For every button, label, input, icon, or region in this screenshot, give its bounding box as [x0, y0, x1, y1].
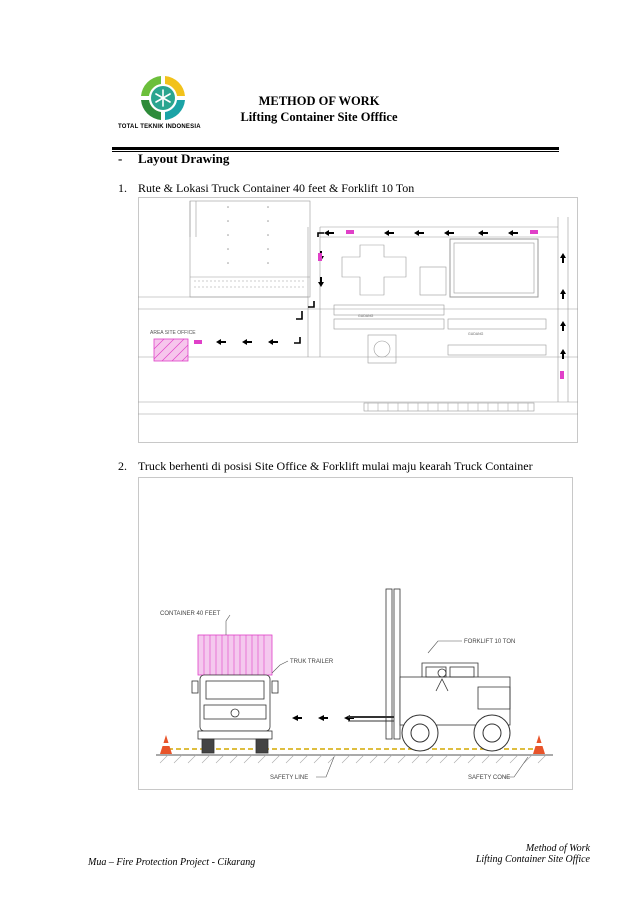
truck-forklift-drawing	[138, 477, 573, 790]
title-line-2: Lifting Container Site Offfice	[240, 110, 398, 124]
footer-right-line-2: Lifting Container Site Office	[475, 854, 590, 865]
company-logo	[118, 70, 208, 132]
title-line-1: METHOD OF WORK	[258, 94, 380, 108]
footer-right	[380, 843, 590, 865]
footer-right-line-1: Method of Work	[525, 843, 590, 854]
area-site-office-label: AREA SITE OFFICE	[150, 330, 196, 336]
site-layout-drawing	[138, 197, 578, 443]
safety-line-label: SAFETY LINE	[270, 775, 309, 781]
document-title	[200, 93, 438, 125]
safety-cone-label: SAFETY CONE	[468, 775, 511, 781]
container-label: CONTAINER 40 FEET	[160, 611, 221, 617]
item-1-text: Rute & Lokasi Truck Container 40 feet & Forklift 10 Ton	[138, 181, 415, 195]
header-rule-thick	[112, 147, 559, 150]
item-2-number: 2.	[118, 459, 127, 473]
forklift-label: FORKLIFT 10 TON	[464, 639, 516, 645]
section-bullet: -	[118, 151, 123, 166]
footer-left: Mua – Fire Protection Project - Cikarang	[88, 857, 256, 868]
trailer-label: TRUK TRAILER	[290, 659, 334, 665]
item-1-number: 1.	[118, 181, 127, 195]
section-title: Layout Drawing	[138, 151, 230, 166]
item-2-text: Truck berhenti di posisi Site Office & Forklift mulai maju kearah Truck Container	[138, 459, 533, 473]
label-gudang-a: GUDANG	[358, 314, 374, 318]
label-gudang-b: GUDANG	[468, 332, 484, 336]
logo-text: TOTAL TEKNIK INDONESIA	[118, 124, 201, 130]
